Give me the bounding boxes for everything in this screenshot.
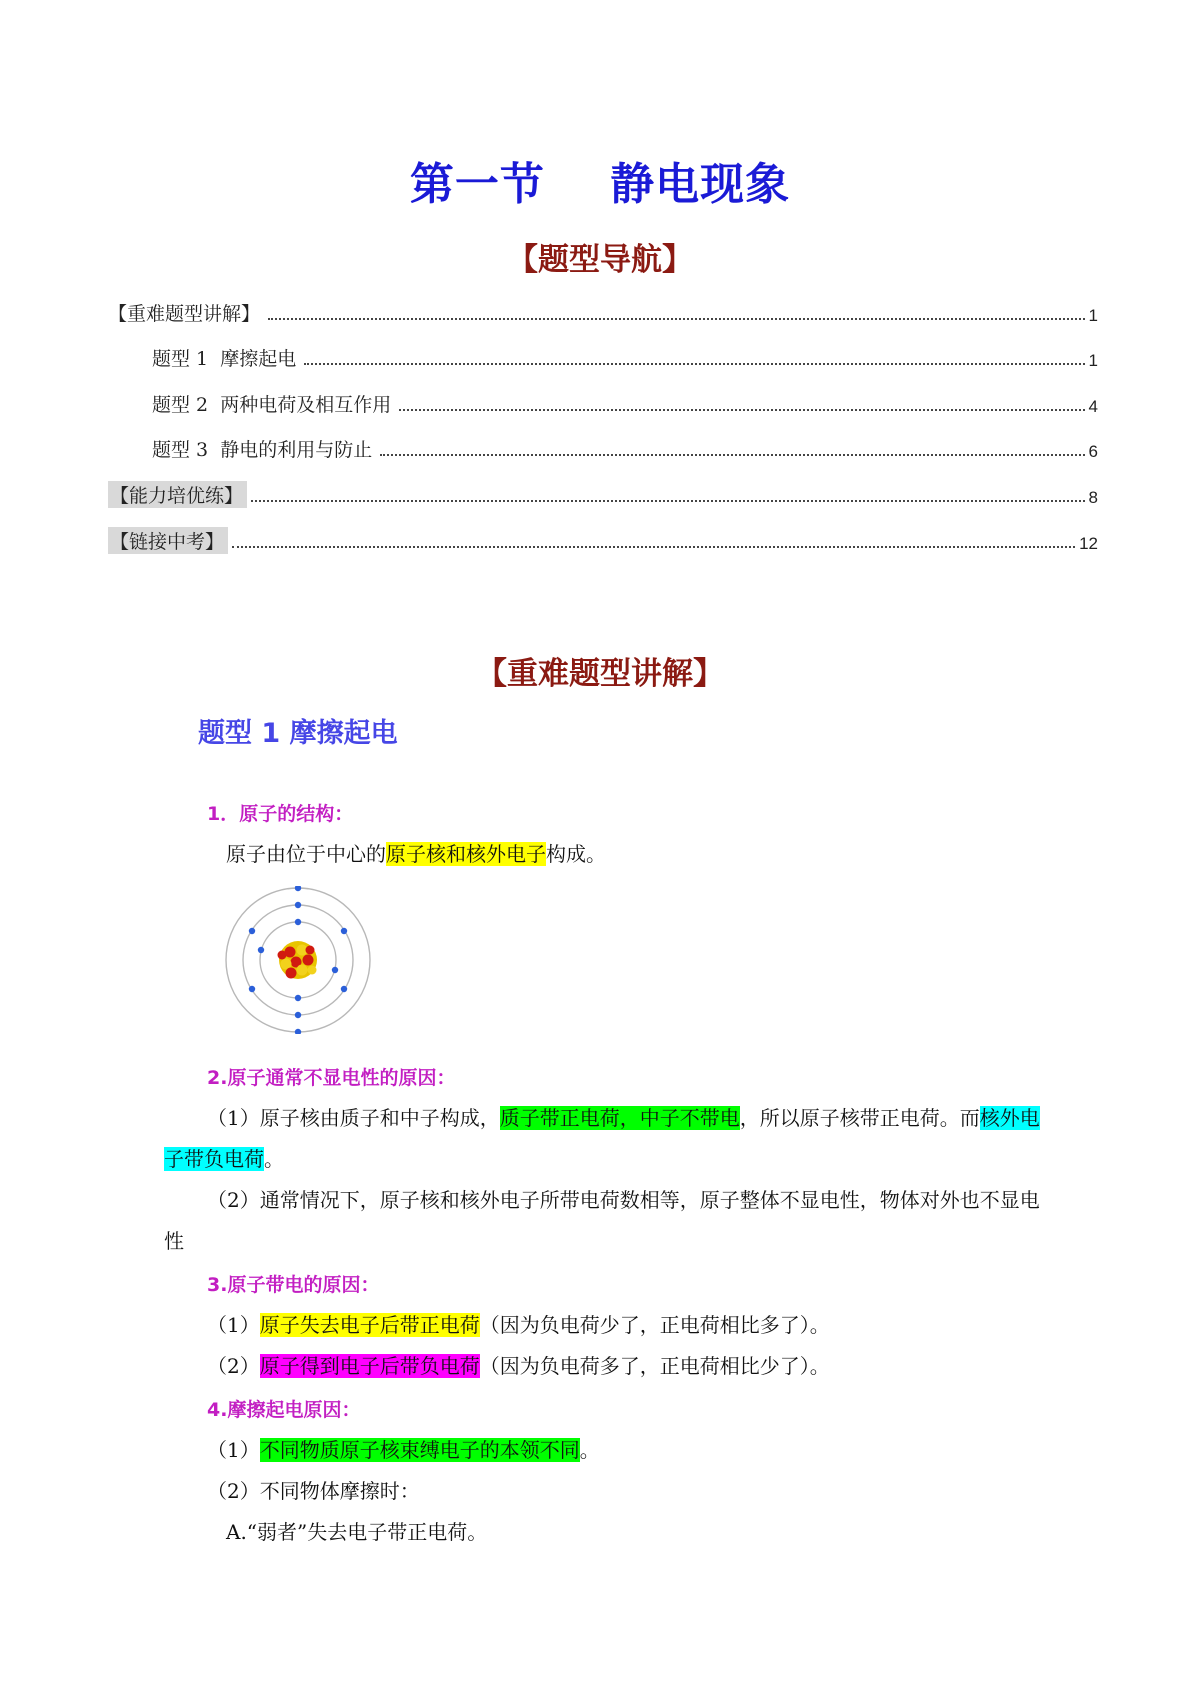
atom-diagram — [224, 886, 372, 1034]
highlighted-text: 子带负电荷 — [164, 1147, 264, 1171]
toc-entry-label: 题型 3 静电的利用与防止 — [152, 439, 373, 461]
toc-entry-label: 题型 1 摩擦起电 — [152, 348, 297, 370]
toc-page-number: 4 — [1088, 397, 1098, 416]
text: 原子由位于中心的 — [226, 842, 386, 866]
paragraph — [164, 1145, 284, 1173]
text: （因为负电荷少了，正电荷相比多了）。 — [479, 1313, 830, 1337]
highlighted-text: 核外电 — [979, 1106, 1040, 1130]
point-heading: 2.原子通常不显电性的原因： — [207, 1067, 456, 1089]
text: （1） — [207, 1313, 260, 1337]
toc-leader-dots — [251, 500, 1085, 502]
toc-entry-label: 题型 2 两种电荷及相互作用 — [152, 394, 392, 416]
toc-leader-dots — [232, 546, 1075, 548]
toc-page-number: 1 — [1088, 351, 1098, 370]
paragraph — [207, 1436, 600, 1464]
toc-leader-dots — [380, 454, 1084, 456]
toc-entry[interactable] — [108, 480, 1098, 508]
point-heading: 3.原子带电的原因： — [207, 1274, 380, 1296]
toc-entry-label: 【重难题型讲解】 — [108, 303, 261, 325]
toc-page-number: 6 — [1088, 442, 1098, 461]
toc-leader-dots — [304, 363, 1084, 365]
text: （2） — [207, 1354, 260, 1378]
topic-title: 题型 1 摩擦起电 — [198, 718, 398, 749]
toc-page-number: 8 — [1088, 488, 1098, 507]
toc-entry[interactable] — [152, 389, 1098, 417]
toc-leader-dots — [268, 318, 1085, 320]
nucleus — [278, 941, 318, 979]
toc-entry-label: 【链接中考】 — [108, 527, 228, 554]
paragraph — [207, 1352, 830, 1380]
document-title: 第一节 静电现象 — [409, 159, 791, 210]
text: ，所以原子核带正电荷。而 — [739, 1106, 980, 1130]
point-heading: 4.摩擦起电原因： — [207, 1399, 361, 1421]
highlighted-text: 不同物质原子核束缚电子的本领不同 — [259, 1438, 580, 1462]
highlighted-text: 原子失去电子后带正电荷 — [259, 1313, 480, 1337]
toc-title: 【题型导航】 — [507, 242, 693, 278]
paragraph: A.“弱者”失去电子带正电荷。 — [226, 1520, 488, 1544]
text: 。 — [264, 1147, 284, 1171]
toc-entry[interactable] — [152, 343, 1098, 371]
toc-leader-dots — [399, 409, 1084, 411]
paragraph — [207, 1311, 830, 1339]
toc-page-number: 12 — [1079, 534, 1098, 553]
text: （1）原子核由质子和中子构成， — [207, 1106, 500, 1130]
text: （因为负电荷多了，正电荷相比少了）。 — [479, 1354, 830, 1378]
text: 。 — [579, 1438, 600, 1462]
point-heading: 1．原子的结构： — [207, 803, 354, 825]
highlighted-text: 质子带正电荷，中子不带电 — [499, 1106, 740, 1130]
text: 构成。 — [546, 842, 606, 866]
paragraph — [226, 840, 606, 868]
toc-entry[interactable] — [108, 298, 1098, 326]
paragraph: 性 — [164, 1229, 184, 1253]
highlighted-text: 原子得到电子后带负电荷 — [259, 1354, 480, 1378]
paragraph: （2）不同物体摩擦时： — [207, 1479, 420, 1503]
text: （1） — [207, 1438, 260, 1462]
toc-page-number: 1 — [1088, 306, 1098, 325]
paragraph: （2）通常情况下，原子核和核外电子所带电荷数相等，原子整体不显电性，物体对外也不显电 — [207, 1188, 1040, 1212]
toc-entry[interactable] — [152, 434, 1098, 462]
toc-entry[interactable] — [108, 526, 1098, 554]
section-heading: 【重难题型讲解】 — [476, 656, 724, 692]
highlighted-text: 原子核和核外电子 — [386, 842, 546, 866]
toc-entry-label: 【能力培优练】 — [108, 481, 247, 508]
paragraph — [207, 1104, 1040, 1132]
